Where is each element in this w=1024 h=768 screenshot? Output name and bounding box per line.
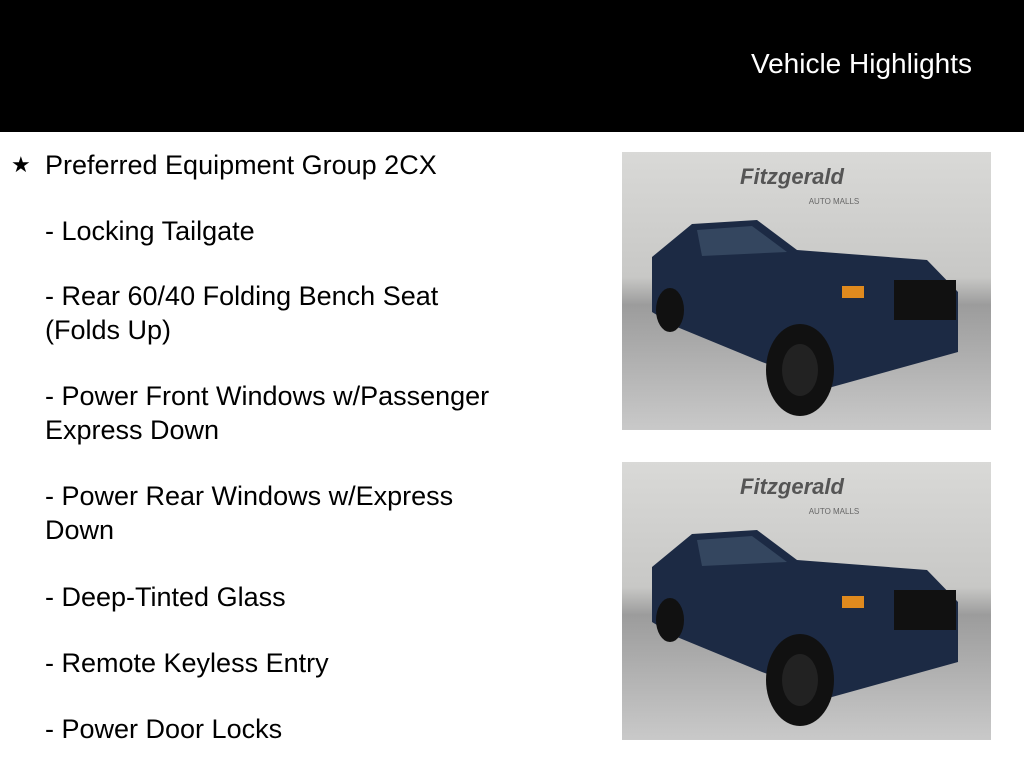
highlight-item: - Locking Tailgate — [45, 216, 255, 246]
highlight-item: - Rear 60/40 Folding Bench Seat (Folds Up) — [45, 281, 439, 345]
vehicle-photo — [622, 152, 991, 430]
highlight-item: - Power Front Windows w/Passenger Express Down — [45, 381, 490, 445]
header-bar — [0, 0, 1024, 132]
logo-text: Fitzgerald — [740, 474, 844, 499]
star-icon: ★ — [11, 152, 31, 177]
highlight-item: - Power Door Locks — [45, 714, 283, 744]
highlight-item: - Power Rear Windows w/Express Down — [45, 481, 454, 545]
highlight-item: - Deep-Tinted Glass — [45, 582, 286, 612]
logo-subtext: AUTO MALLS — [808, 197, 860, 206]
page-title: Vehicle Highlights — [750, 48, 972, 79]
logo-text: Fitzgerald — [740, 164, 844, 189]
highlight-item: - Remote Keyless Entry — [45, 648, 329, 678]
logo-subtext: AUTO MALLS — [808, 507, 860, 516]
vehicle-photo — [622, 462, 991, 740]
highlight-item: Preferred Equipment Group 2CX — [45, 150, 437, 180]
